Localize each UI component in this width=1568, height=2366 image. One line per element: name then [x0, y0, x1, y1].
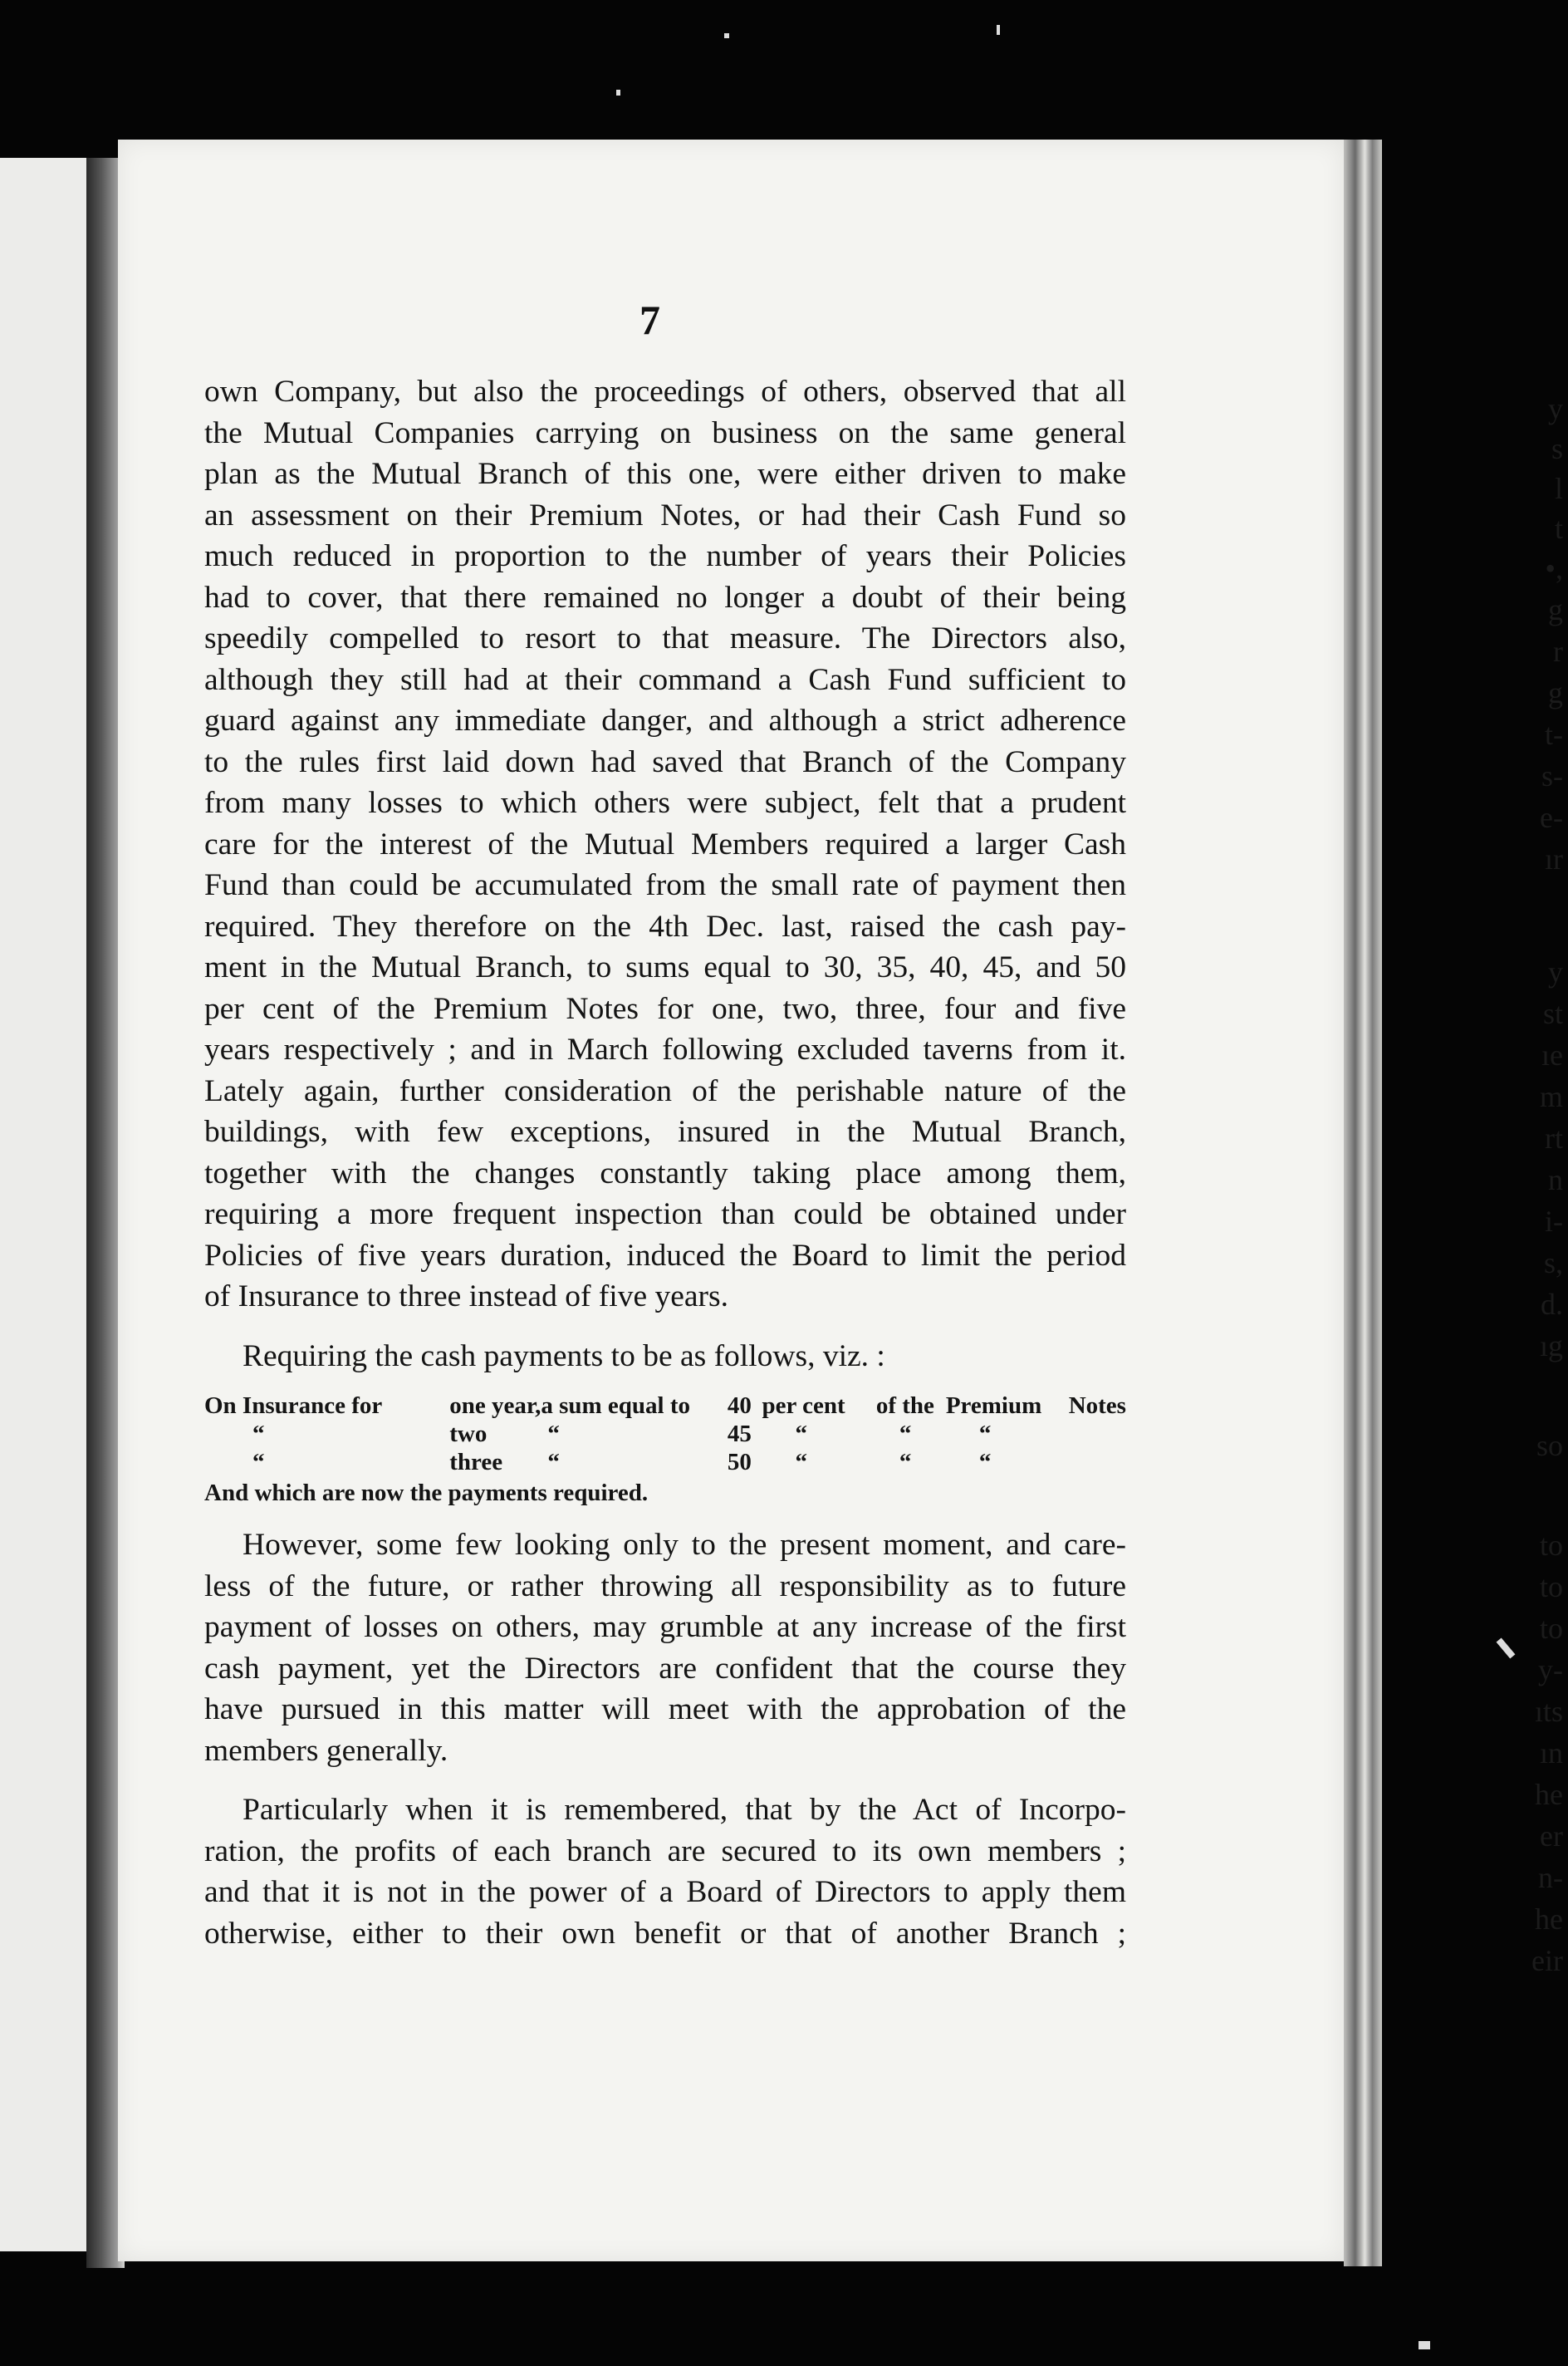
text-line: and that it is not in the power of a Board of Directors to apply them	[204, 1875, 1126, 1909]
previous-page-fragment: s-	[1541, 759, 1563, 793]
table-cell: “	[547, 1421, 560, 1447]
previous-page-fragment: y-	[1538, 1653, 1563, 1686]
table-row	[204, 1392, 1126, 1420]
text-line: However, some few looking only to the present moment, and care-	[243, 1528, 1126, 1562]
table-cell: “	[547, 1449, 560, 1475]
table-cell: On Insurance for	[204, 1392, 383, 1419]
text-line: from many losses to which others were subject, felt that a prudent	[204, 786, 1126, 820]
text-line: of Insurance to three instead of five years.	[204, 1279, 728, 1313]
table-cell	[1069, 1448, 1126, 1476]
previous-page-fragment: y	[1548, 392, 1563, 425]
previous-page-fragment: to	[1539, 1612, 1563, 1645]
previous-page-fragment: s,	[1543, 1246, 1563, 1279]
table-cell: “	[899, 1449, 912, 1475]
dust-speck	[997, 25, 1000, 35]
text-line: cash payment, yet the Directors are confident that the course they	[204, 1651, 1126, 1686]
previous-page-fragment: y	[1548, 955, 1563, 989]
table-cell: per cent	[762, 1392, 845, 1419]
text-line: had to cover, that there remained no longer a doubt of their being	[204, 580, 1126, 615]
previous-page-fragment: ın	[1539, 1736, 1563, 1770]
previous-page-fragment: ıg	[1539, 1329, 1563, 1362]
previous-page-fragment: l	[1554, 472, 1563, 505]
previous-page-fragment: st	[1542, 997, 1563, 1030]
text-line: speedily compelled to resort to that measure. The Directors also,	[204, 621, 1126, 655]
paragraph-particularly	[204, 1789, 1126, 1954]
previous-page-fragment: r	[1553, 635, 1563, 668]
previous-page-fragment: er	[1540, 1819, 1563, 1853]
previous-page-fragment: so	[1536, 1429, 1563, 1462]
text-line: requiring a more frequent inspection than could be obtained under	[204, 1197, 1126, 1231]
text-line: although they still had at their command a Cash Fund sufficient to	[204, 662, 1126, 697]
table-cell: one year,	[449, 1392, 541, 1419]
text-line: care for the interest of the Mutual Members required a larger Cash	[204, 827, 1126, 861]
previous-page-fragment: eir	[1531, 1944, 1563, 1977]
table-note: And which are now the payments required.	[204, 1480, 649, 1506]
text-line: Fund than could be accumulated from the small rate of payment then	[204, 868, 1126, 902]
previous-page-fragment: •,	[1545, 552, 1563, 585]
dust-speck	[724, 33, 729, 38]
page-fore-edge	[1344, 140, 1382, 2266]
paragraph-spacer	[204, 1318, 1126, 1336]
text-line: together with the changes constantly taking place among them,	[204, 1156, 1126, 1190]
text-line: an assessment on their Premium Notes, or had their Cash Fund so	[204, 498, 1126, 533]
previous-page-fragment: m	[1539, 1080, 1563, 1113]
text-line: members generally.	[204, 1733, 448, 1768]
table-row	[204, 1448, 1126, 1476]
table-cell: a sum equal to	[541, 1392, 691, 1419]
previous-page-fragment: ıts	[1534, 1695, 1563, 1728]
payments-table	[204, 1392, 1126, 1476]
text-line: guard against any immediate danger, and although a strict adherence	[204, 704, 1126, 738]
text-line: years respectively ; and in March following excluded taverns from it.	[204, 1033, 1126, 1067]
table-cell: “	[795, 1449, 807, 1475]
previous-page-fragment: d.	[1541, 1288, 1563, 1321]
text-line: otherwise, either to their own benefit or that of another Branch ;	[204, 1916, 1126, 1951]
previous-page-fragment: t-	[1545, 718, 1563, 751]
previous-page-fragment: ıe	[1541, 1038, 1563, 1072]
previous-page-fragment: g	[1548, 676, 1563, 709]
text-line: own Company, but also the proceedings of others, observed that all	[204, 375, 1126, 409]
table-cell	[1069, 1420, 1126, 1448]
table-cell: 45	[727, 1421, 752, 1447]
previous-page-fragment: n	[1548, 1163, 1563, 1196]
text-line: the Mutual Companies carrying on business on the same general	[204, 415, 1126, 450]
table-cell: “	[252, 1421, 265, 1447]
previous-page-fragment: to	[1539, 1529, 1563, 1562]
text-line: ration, the profits of each branch are secured to its own members ;	[204, 1833, 1126, 1868]
previous-page-fragment: ır	[1545, 842, 1563, 876]
table-cell: 50	[727, 1449, 752, 1475]
table-cell: three	[449, 1449, 503, 1475]
dust-speck	[1419, 2341, 1430, 2349]
text-line: less of the future, or rather throwing all responsibility as to future	[204, 1568, 1126, 1603]
previous-page-edge	[0, 158, 93, 2251]
paragraph-directors-reasons	[204, 371, 1126, 1318]
table-cell: “	[252, 1449, 265, 1475]
text-line: payment of losses on others, may grumble at any increase of the first	[204, 1610, 1126, 1644]
table-cell: “	[899, 1421, 912, 1447]
table-cell: “	[795, 1421, 807, 1447]
previous-page-fragment: t	[1554, 512, 1563, 545]
previous-page-fragment: he	[1535, 1902, 1563, 1936]
previous-page-fragment: i-	[1545, 1205, 1563, 1238]
previous-page-fragment: to	[1539, 1570, 1563, 1603]
text-line: buildings, with few exceptions, insured in the Mutual Branch,	[204, 1115, 1126, 1149]
text-line: Lately again, further consideration of the perishable nature of the	[204, 1073, 1126, 1108]
paragraph-however	[204, 1524, 1126, 1771]
page-body	[204, 371, 1126, 1954]
table-cell: “	[978, 1449, 992, 1475]
text-line: Particularly when it is remembered, that by the Act of Incorpo-	[243, 1793, 1126, 1827]
paragraph-requiring-payments: Requiring the cash payments to be as follows, viz. :	[243, 1338, 885, 1373]
text-line: much reduced in proportion to the number of years their Policies	[204, 539, 1126, 573]
text-line: have pursued in this matter will meet with the approbation of the	[204, 1692, 1126, 1726]
table-cell: Premium	[945, 1392, 1042, 1419]
previous-page-fragment: e-	[1540, 801, 1563, 834]
text-line: plan as the Mutual Branch of this one, were either driven to make	[204, 457, 1126, 491]
dust-speck	[616, 90, 620, 96]
previous-page-fragment: n-	[1538, 1861, 1563, 1894]
text-line: to the rules first laid down had saved that Branch of the Company	[204, 744, 1126, 779]
paragraph-spacer	[204, 1771, 1126, 1789]
text-line: ment in the Mutual Branch, to sums equal to 30, 35, 40, 45, and 50	[204, 950, 1126, 984]
previous-page-fragment: s	[1551, 432, 1563, 465]
table-cell: 40	[727, 1392, 752, 1419]
table-cell: “	[978, 1421, 992, 1447]
text-line: Policies of five years duration, induced the Board to limit the period	[204, 1238, 1126, 1273]
previous-page-fragment: he	[1535, 1778, 1563, 1811]
previous-page-fragment: rt	[1545, 1122, 1563, 1155]
text-line: per cent of the Premium Notes for one, two, three, four and five	[204, 991, 1126, 1026]
table-cell: two	[449, 1421, 488, 1447]
table-row	[204, 1420, 1126, 1448]
table-cell: of the	[875, 1392, 934, 1419]
previous-page-fragment: g	[1548, 593, 1563, 626]
table-cell: Notes	[1068, 1392, 1126, 1419]
page-number: 7	[639, 297, 660, 343]
text-line: required. They therefore on the 4th Dec. last, raised the cash pay-	[204, 909, 1126, 944]
